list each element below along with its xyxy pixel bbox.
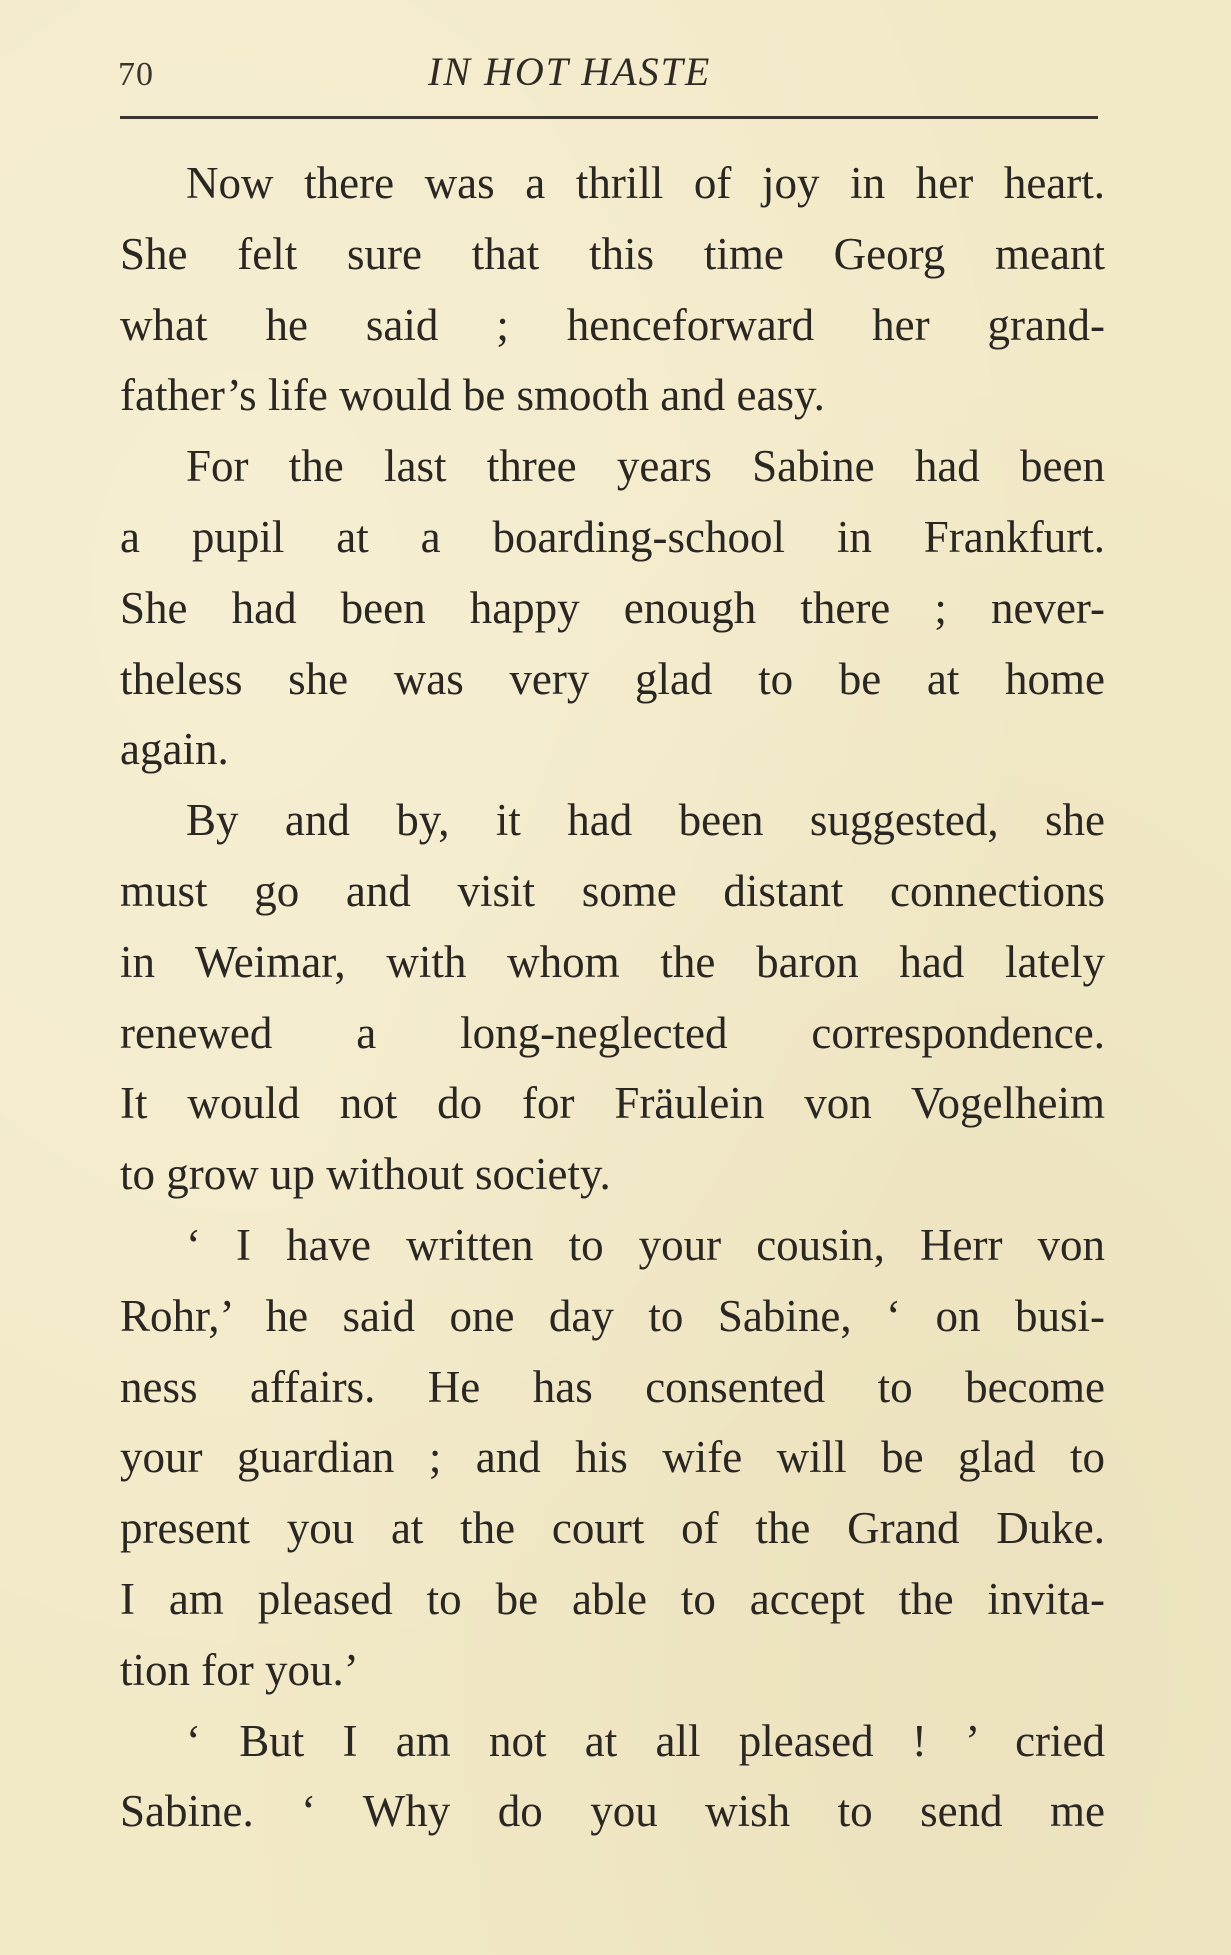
text-line: For the last three years Sabine had been [186, 441, 1105, 492]
text-line: She had been happy enough there ; never- [120, 582, 1105, 633]
text-line: She felt sure that this time Georg meant [120, 228, 1105, 279]
page-header [118, 48, 1098, 108]
text-line: Now there was a thrill of joy in her heart. [186, 158, 1105, 208]
text-line: ness affairs. He has consented to become [120, 1361, 1105, 1412]
text-line: It would not do for Fräulein von Vogelheim [120, 1078, 1105, 1129]
text-line: theless she was very glad to be at home [120, 653, 1105, 704]
text-line: a pupil at a boarding-school in Frankfurt. [120, 511, 1105, 562]
text-line: By and by, it had been suggested, she [186, 795, 1105, 846]
text-line: present you at the court of the Grand Duke. [120, 1503, 1105, 1554]
text-line: your guardian ; and his wife will be glad to [120, 1432, 1105, 1483]
text-line: Rohr,’ he said one day to Sabine, ‘ on busi- [120, 1290, 1105, 1341]
text-line: again. [120, 724, 229, 775]
text-line: must go and visit some distant connections [120, 865, 1105, 916]
text-line: what he said ; henceforward her grand- [120, 299, 1105, 350]
text-line: renewed a long-neglected correspondence. [120, 1007, 1105, 1058]
text-line: Sabine. ‘ Why do you wish to send me [120, 1786, 1105, 1837]
text-line: in Weimar, with whom the baron had lately [120, 936, 1105, 987]
body-text [120, 148, 1105, 1847]
text-line: ‘ But I am not at all pleased ! ’ cried [186, 1715, 1105, 1766]
text-line: to grow up without society. [120, 1149, 611, 1200]
header-rule [120, 116, 1098, 119]
page-number: 70 [118, 56, 154, 93]
text-line: I am pleased to be able to accept the invita- [120, 1573, 1105, 1624]
text-line: father’s life would be smooth and easy. [120, 370, 825, 421]
text-line: ‘ I have written to your cousin, Herr von [186, 1219, 1105, 1270]
running-title: IN HOT HASTE [428, 49, 712, 94]
text-line: tion for you.’ [120, 1644, 359, 1695]
